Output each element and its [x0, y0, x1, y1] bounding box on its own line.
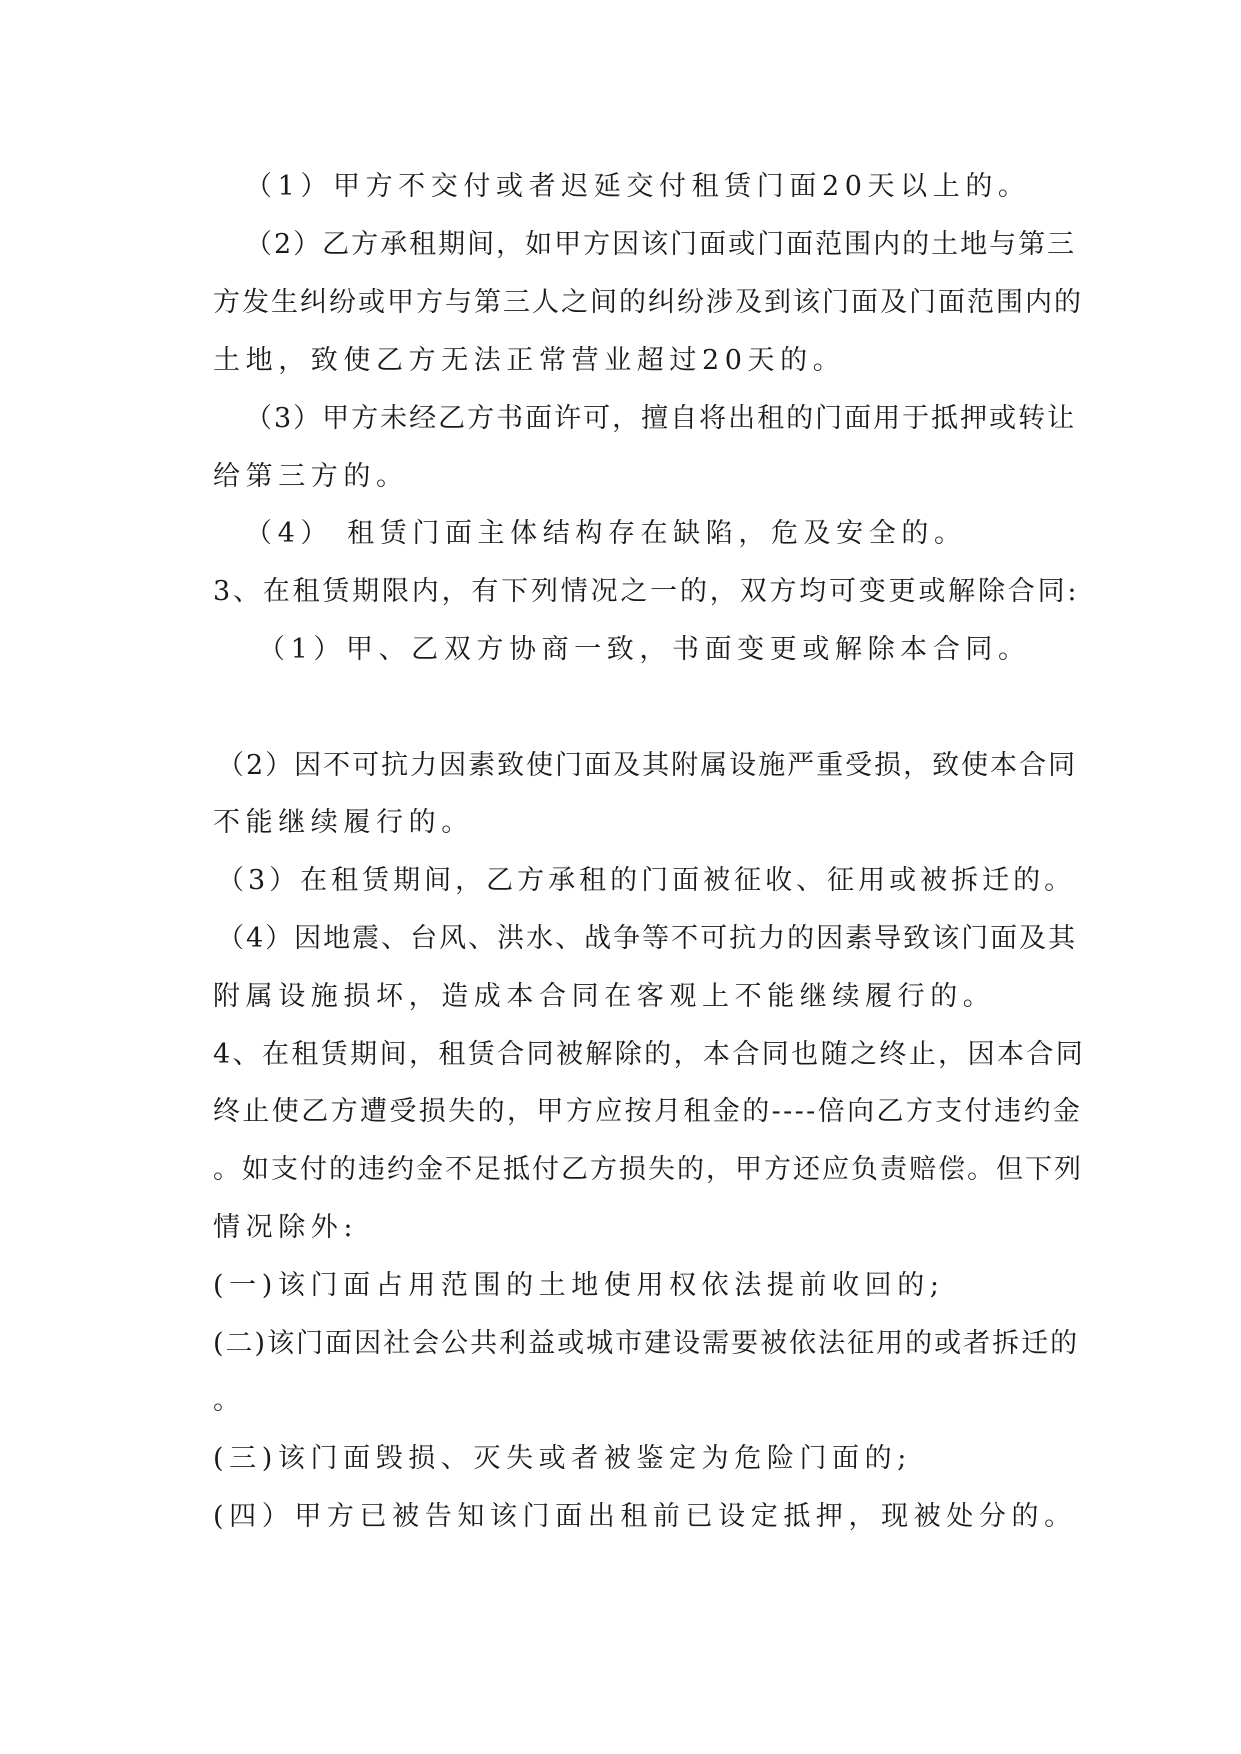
text-line-9: （1）甲、乙双方协商一致，书面变更或解除本合同。: [258, 634, 1031, 665]
text-line-12: （3）在租赁期间，乙方承租的门面被征收、征用或被拆迁的。: [217, 865, 1076, 896]
text-line-16: 终止使乙方遭受损失的，甲方应按月租金的----倍向乙方支付违约金: [213, 1096, 1083, 1127]
text-line-22: (三)该门面毁损、灭失或者被鉴定为危险门面的;: [213, 1443, 912, 1474]
text-line-17: 。如支付的违约金不足抵付乙方损失的，甲方还应负责赔偿。但下列: [213, 1154, 1083, 1185]
text-line-2: （2）乙方承租期间，如甲方因该门面或门面范围内的土地与第三: [245, 229, 1077, 260]
text-line-23: (四）甲方已被告知该门面出租前已设定抵押，现被处分的。: [213, 1501, 1077, 1532]
text-line-14: 附属设施损坏，造成本合同在客观上不能继续履行的。: [213, 981, 996, 1012]
text-line-10: （2）因不可抗力因素致使门面及其附属设施严重受损，致使本合同: [217, 750, 1078, 781]
text-line-8: 3、在租赁期限内，有下列情况之一的，双方均可变更或解除合同:: [213, 576, 1080, 607]
text-line-5: （3）甲方未经乙方书面许可，擅自将出租的门面用于抵押或转让: [245, 403, 1077, 434]
text-line-4: 土地，致使乙方无法正常营业超过20天的。: [213, 345, 846, 376]
text-line-19: (一)该门面占用范围的土地使用权依法提前收回的;: [213, 1270, 945, 1301]
text-line-7: （4） 租赁门面主体结构存在缺陷，危及安全的。: [245, 518, 967, 549]
text-line-13: （4）因地震、台风、洪水、战争等不可抗力的因素导致该门面及其: [217, 923, 1078, 954]
text-line-21: 。: [213, 1385, 246, 1416]
text-line-11: 不能继续履行的。: [213, 807, 474, 838]
text-line-20: (二)该门面因社会公共利益或城市建设需要被依法征用的或者拆迁的: [213, 1328, 1080, 1359]
text-line-1: （1）甲方不交付或者迟延交付租赁门面20天以上的。: [245, 171, 1031, 202]
text-line-18: 情况除外:: [213, 1212, 359, 1243]
text-line-3: 方发生纠纷或甲方与第三人之间的纠纷涉及到该门面及门面范围内的: [213, 287, 1083, 318]
text-line-6: 给第三方的。: [213, 461, 409, 492]
text-line-15: 4、在租赁期间，租赁合同被解除的，本合同也随之终止，因本合同: [213, 1039, 1086, 1070]
